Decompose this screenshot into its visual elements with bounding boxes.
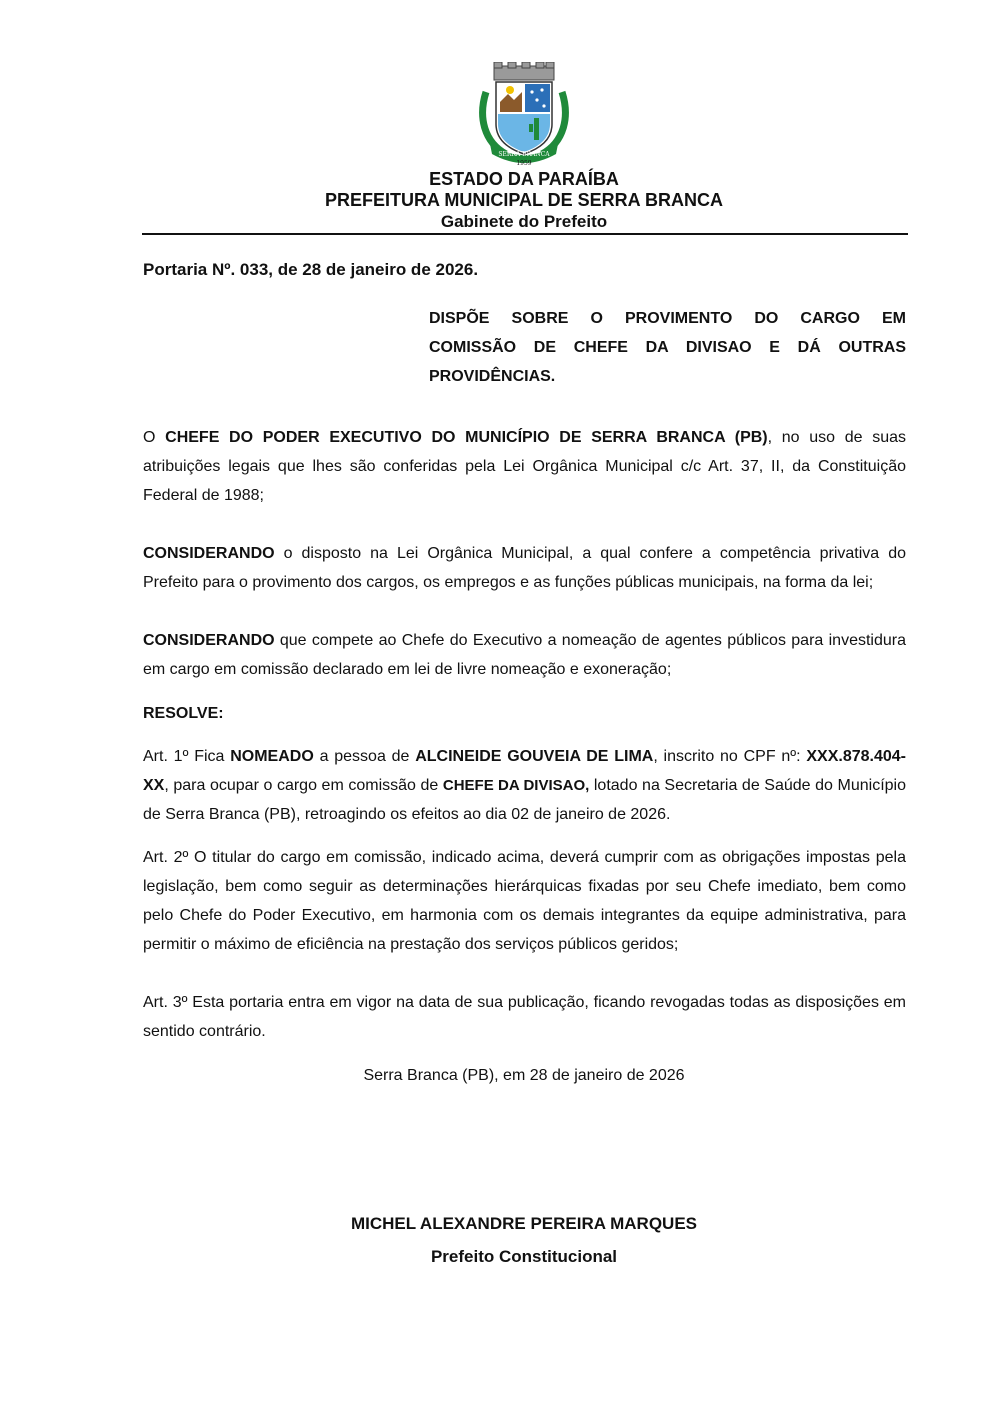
crest-year: 1959: [516, 160, 532, 166]
article-1-person-name: ALCINEIDE GOUVEIA DE LIMA: [415, 748, 654, 765]
document-title: Portaria Nº. 033, de 28 de janeiro de 2026.: [143, 260, 479, 279]
office-heading: Gabinete do Prefeito: [440, 212, 608, 231]
article-1-cargo: CHEFE DA DIVISAO,: [442, 777, 590, 794]
article-1-cpf: XXX.878.404-XX: [143, 748, 906, 794]
preamble-text-end: , no uso de suas atribuições legais que lhes são conferidas pela Lei Orgânica Municipal c/c Art. 37, II, da Constituição Federal de 1988;: [143, 429, 907, 504]
ementa-line-2: COMISSÃO DE CHEFE DA DIVISAO E DÁ OUTRAS: [429, 339, 906, 356]
prefecture-heading: PREFEITURA MUNICIPAL DE SERRA BRANCA: [324, 190, 723, 210]
preamble-text-start: O: [143, 429, 166, 446]
preamble-paragraph: [143, 423, 906, 510]
considerando-1-text: o disposto na Lei Orgânica Municipal, a qual confere a competência privativa do Prefeito para o provimento dos cargos, os empregos e as funções públicas municipais, na forma da lei;: [143, 545, 906, 591]
crest-ribbon-text: SERRA BRANCA: [498, 151, 550, 158]
article-1-text-b: a pessoa de: [313, 748, 416, 765]
municipal-crest-logo: [476, 62, 572, 166]
article-3-paragraph: Art. 3º Esta portaria entra em vigor na data de sua publicação, ficando revogadas todas as disposições em sentido contrário.: [143, 994, 906, 1040]
signatory-role: Prefeito Constitucional: [430, 1247, 618, 1266]
ementa: [429, 304, 906, 391]
article-1-text-a: Art. 1º Fica: [143, 748, 231, 765]
article-1-nomeado: NOMEADO: [230, 748, 314, 765]
ementa-line-1: DISPÕE SOBRE O PROVIMENTO DO CARGO EM: [429, 310, 906, 327]
ementa-line-3: PROVIDÊNCIAS.: [429, 368, 556, 385]
article-1-text-e: lotado na Secretaria de Saúde do Município de Serra Branca (PB), retroagindo os efeitos ao dia 02 de janeiro de 2026.: [143, 777, 906, 823]
place-date: Serra Branca (PB), em 28 de janeiro de 2026: [363, 1067, 685, 1084]
considerando-2-text: que compete ao Chefe do Executivo a nomeação de agentes públicos para investidura em cargo em comissão declarado em lei de livre nomeação e exoneração;: [143, 632, 906, 678]
considerando-1-paragraph: [143, 539, 906, 597]
article-1-text-d: , para ocupar o cargo em comissão de: [164, 777, 443, 794]
state-heading: ESTADO DA PARAÍBA: [429, 169, 619, 189]
article-1-paragraph: [143, 742, 906, 829]
header-divider: [142, 233, 908, 235]
article-2-paragraph: Art. 2º O titular do cargo em comissão, indicado acima, deverá cumprir com as obrigações impostas pela legislação, bem como seguir as determinações hierárquicas fixadas por seu Chefe imediato, bem como pelo Chefe do Poder Executivo, em harmonia com os demais integrantes da equipe administrativa, para permitir o máximo de eficiência na prestação dos serviços públicos geridos;: [143, 849, 906, 953]
signatory-name: MICHEL ALEXANDRE PEREIRA MARQUES: [350, 1214, 697, 1233]
considerando-2-keyword: CONSIDERANDO: [143, 632, 275, 649]
article-1-text-c: , inscrito no CPF nº:: [653, 748, 807, 765]
resolve-heading: RESOLVE:: [143, 705, 224, 722]
preamble-authority: CHEFE DO PODER EXECUTIVO DO MUNICÍPIO DE SERRA BRANCA (PB): [165, 429, 768, 446]
considerando-2-paragraph: [143, 626, 906, 684]
considerando-1-keyword: CONSIDERANDO: [143, 545, 275, 562]
